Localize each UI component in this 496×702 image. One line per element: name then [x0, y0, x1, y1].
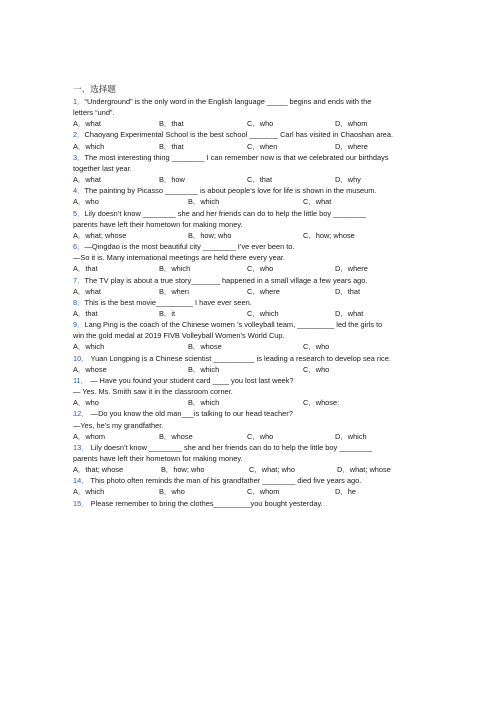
- option-b: B．how; who: [188, 230, 232, 240]
- question-item: [73, 319, 425, 352]
- question-number: 11．: [73, 375, 89, 385]
- question-item: [73, 241, 425, 274]
- option-b: B．whose: [188, 342, 222, 352]
- question-line: [73, 252, 425, 263]
- question-text: —Do you know the old man___is talking to our head teacher?: [88, 409, 293, 419]
- options-row: [73, 364, 425, 375]
- option-d: D．where: [335, 141, 368, 151]
- options-row: [73, 431, 425, 442]
- option-b: B．which: [188, 364, 220, 374]
- option-d: D．what; whose: [337, 465, 391, 475]
- option-d: D．which: [335, 431, 367, 441]
- question-text: —So it is. Many international meetings are held there every year.: [73, 253, 285, 263]
- option-a: A．what: [73, 175, 101, 185]
- options-row: [73, 341, 425, 352]
- option-a: A．which: [73, 342, 105, 352]
- option-c: C．who: [247, 431, 274, 441]
- question-text: win the gold medal at 2019 FIVB Volleyball Women’s World Cup.: [73, 331, 285, 341]
- option-d: D．whom: [335, 119, 368, 129]
- question-line: [73, 408, 425, 419]
- question-line: [73, 420, 425, 431]
- options-row: [73, 141, 425, 152]
- question-line: [73, 185, 425, 196]
- option-c: C．where: [247, 286, 280, 296]
- question-line: [73, 330, 425, 341]
- options-row: [73, 286, 425, 297]
- option-b: B．that: [159, 119, 184, 129]
- options-row: [73, 196, 425, 207]
- option-a: A．whose: [73, 364, 107, 374]
- question-line: [73, 96, 425, 107]
- option-c: C．whom: [247, 487, 280, 497]
- option-a: A．which: [73, 487, 105, 497]
- question-line: [73, 319, 425, 330]
- option-a: A．that: [73, 308, 98, 318]
- option-d: D．why: [335, 175, 361, 185]
- question-number: 6．: [73, 242, 85, 252]
- option-b: B．that: [159, 141, 184, 151]
- option-a: A．what: [73, 119, 101, 129]
- option-a: A．that; whose: [73, 465, 124, 475]
- question-line: [73, 386, 425, 397]
- option-b: B．it: [159, 308, 176, 318]
- options-row: [73, 464, 425, 475]
- option-a: A．which: [73, 141, 105, 151]
- question-item: [73, 275, 425, 297]
- question-line: [73, 129, 425, 140]
- question-line: [73, 219, 425, 230]
- question-item: [73, 185, 425, 207]
- question-line: [73, 152, 425, 163]
- option-c: C．which: [247, 308, 279, 318]
- question-number: 7．: [73, 275, 85, 285]
- question-item: [73, 152, 425, 185]
- question-text: parents have left their hometown for making money.: [73, 454, 243, 463]
- question-number: 13．: [73, 442, 89, 452]
- question-text: — Have you found your student card ____ you lost last week?: [88, 375, 294, 385]
- option-d: D．where: [335, 264, 368, 274]
- option-c: C．who: [303, 364, 330, 374]
- question-line: [73, 442, 425, 453]
- question-text: Please remember to bring the clothes_________you bought yesterday.: [88, 498, 323, 508]
- question-item: [73, 442, 425, 475]
- question-number: 9．: [73, 320, 85, 330]
- option-b: B．which: [188, 197, 220, 207]
- question-line: [73, 475, 425, 486]
- question-line: [73, 453, 425, 464]
- option-c: C．who: [303, 342, 330, 352]
- question-line: [73, 241, 425, 252]
- question-item: [73, 498, 425, 509]
- options-row: [73, 174, 425, 185]
- question-number: 3．: [73, 152, 85, 162]
- question-text: letters “und”.: [73, 108, 115, 118]
- question-list: [73, 96, 425, 509]
- option-c: C．how; whose: [303, 230, 355, 240]
- question-text: Lily doesn’t know ________ she and her friends can do to help the little boy ________: [84, 208, 366, 218]
- question-text: — Yes. Ms. Smith saw it in the classroom corner.: [73, 387, 233, 397]
- options-row: [73, 397, 425, 408]
- exam-content: [73, 83, 425, 509]
- option-d: D．that: [335, 286, 361, 296]
- question-text: This is the best movie_________ I have ever seen.: [84, 297, 252, 307]
- question-line: [73, 297, 425, 308]
- option-b: B．which: [188, 398, 220, 408]
- options-row: [73, 118, 425, 129]
- option-a: A．who: [73, 398, 99, 408]
- question-text: together last year.: [73, 163, 132, 173]
- question-text: parents have left their hometown for making money.: [73, 219, 243, 229]
- question-item: [73, 129, 425, 151]
- question-line: [73, 163, 425, 174]
- question-text: —Qingdao is the most beautiful city ________ I’ve ever been to.: [84, 242, 295, 252]
- question-line: [73, 275, 425, 286]
- option-c: C．what: [303, 197, 332, 207]
- option-a: A．who: [73, 197, 99, 207]
- question-text: “Underground” is the only word in the English language _____ begins and ends with the: [84, 97, 372, 106]
- options-row: [73, 230, 425, 241]
- question-text: This photo often reminds the man of his grandfather ________ died five years ago.: [88, 476, 362, 486]
- question-number: 1．: [73, 97, 85, 106]
- option-a: A．what; whose: [73, 230, 127, 240]
- question-text: Chaoyang Experimental School is the best school _______ Carl has visited in Chaoshan area.: [84, 130, 394, 140]
- question-text: —Yes, he’s my grandfather.: [73, 420, 164, 430]
- options-row: [73, 486, 425, 497]
- option-c: C．that: [247, 175, 273, 185]
- question-item: [73, 475, 425, 497]
- question-number: 12．: [73, 409, 89, 419]
- question-text: Lily doesn’t know ________ she and her friends can do to help the little boy ________: [88, 442, 373, 452]
- question-number: 8．: [73, 297, 85, 307]
- question-number: 4．: [73, 186, 85, 196]
- option-b: B．whose: [159, 431, 193, 441]
- option-c: C．who: [247, 119, 274, 129]
- question-line: [73, 353, 425, 364]
- question-item: [73, 96, 425, 129]
- section-title: 一、选择题: [73, 84, 116, 94]
- question-line: [73, 107, 425, 118]
- question-number: 2．: [73, 130, 85, 140]
- question-text: The TV play is about a true story_______ happened in a small village a few years ago.: [84, 275, 368, 285]
- option-b: B．which: [159, 264, 191, 274]
- option-c: C．whose:: [303, 398, 340, 408]
- option-c: C．when: [247, 141, 278, 151]
- question-item: [73, 408, 425, 441]
- option-d: D．he: [335, 487, 356, 497]
- option-c: C．what; who: [249, 465, 296, 475]
- question-line: [73, 498, 425, 509]
- question-text: Yuan Longping is a Chinese scientist __________ is leading a research to develop sea rice.: [88, 353, 391, 363]
- option-c: C．who: [247, 264, 274, 274]
- question-item: [73, 297, 425, 319]
- question-text: Lang Ping is the coach of the Chinese women ’s volleyball team, _________ led the girls to: [84, 320, 383, 330]
- question-line: [73, 208, 425, 219]
- option-a: A．that: [73, 264, 98, 274]
- question-number: 14．: [73, 476, 89, 486]
- option-a: A．what: [73, 286, 101, 296]
- question-line: [73, 375, 425, 386]
- option-b: B．who: [159, 487, 185, 497]
- question-text: The painting by Picasso ________ is about people’s love for life is shown in the museum.: [84, 186, 377, 196]
- options-row: [73, 263, 425, 274]
- question-item: [73, 375, 425, 408]
- option-b: B．how: [159, 175, 185, 185]
- question-item: [73, 208, 425, 241]
- options-row: [73, 308, 425, 319]
- question-number: 15．: [73, 498, 89, 508]
- question-number: 5．: [73, 208, 85, 218]
- question-number: 10．: [73, 353, 89, 363]
- option-a: A．whom: [73, 431, 106, 441]
- option-d: D．what: [335, 308, 364, 318]
- option-b: B．when: [159, 286, 189, 296]
- option-b: B．how; who: [161, 465, 205, 475]
- question-text: The most interesting thing ________ I can remember now is that we celebrated our birthdays: [84, 152, 389, 162]
- question-item: [73, 353, 425, 375]
